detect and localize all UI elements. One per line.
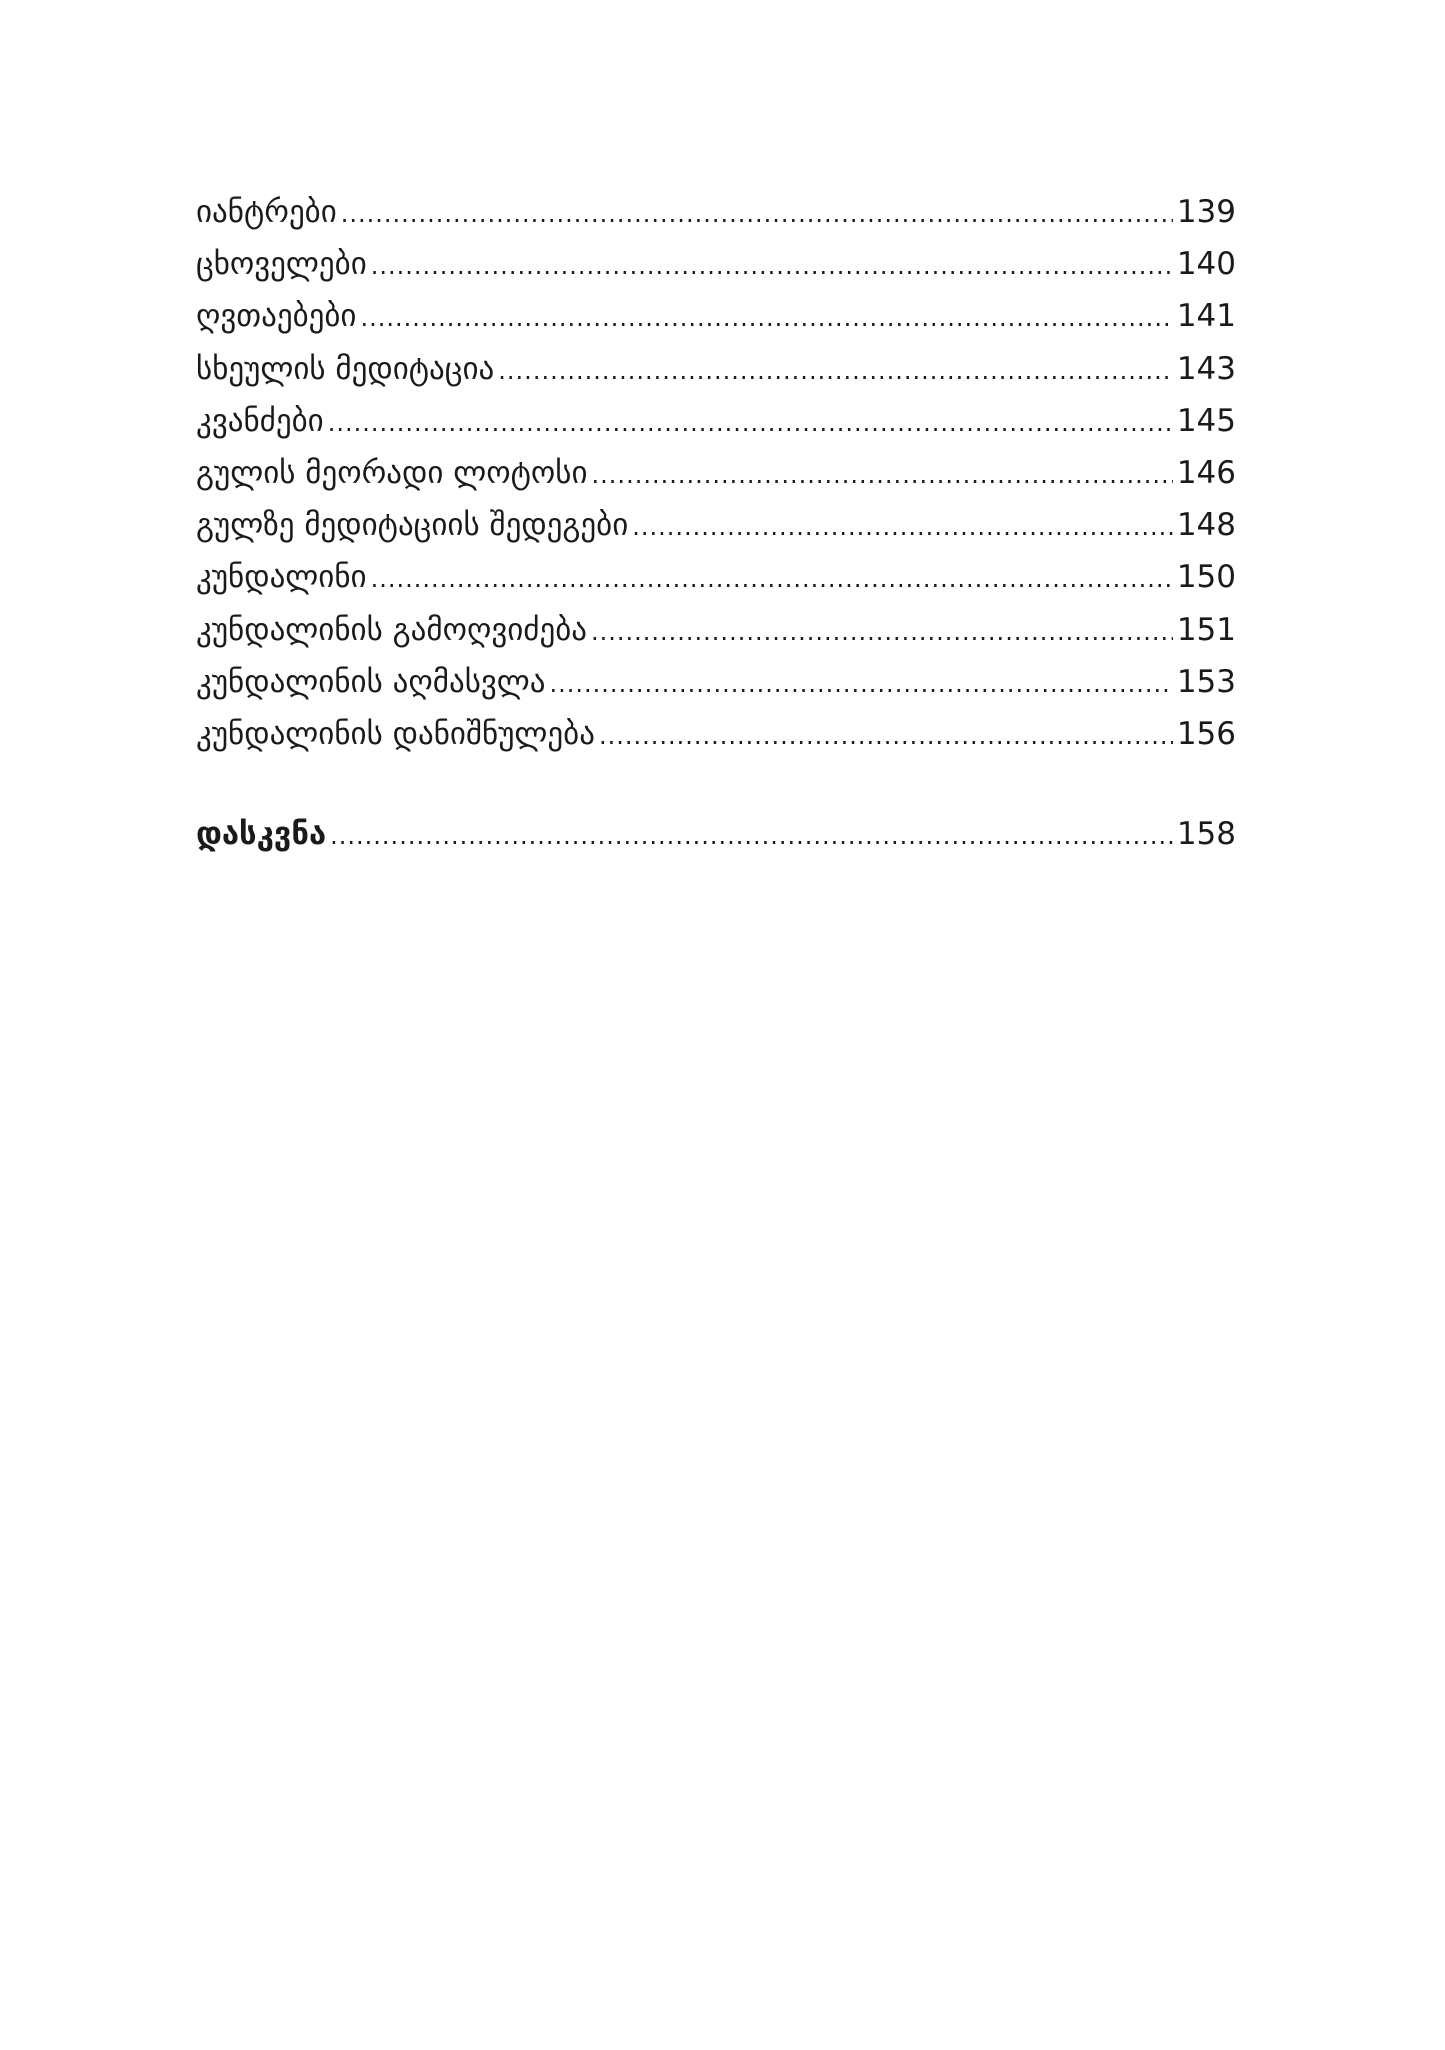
toc-entry[interactable] (196, 395, 1236, 447)
toc-section-entry[interactable] (196, 808, 1236, 860)
dot-leader (360, 292, 1172, 344)
toc-entry-page: 146 (1176, 454, 1236, 491)
dot-leader (632, 501, 1173, 553)
dot-leader (330, 810, 1173, 862)
toc-entry[interactable] (196, 604, 1236, 656)
toc-entry[interactable] (196, 290, 1236, 342)
dot-leader (550, 658, 1173, 710)
toc-entry-title: სხეულის მედიტაცია (196, 350, 495, 387)
dot-leader (591, 606, 1173, 658)
toc-entry[interactable] (196, 708, 1236, 760)
toc-entry-page: 141 (1176, 298, 1236, 335)
toc-entry-page: 143 (1176, 350, 1236, 387)
toc-entry-title: კუნდალინის აღმასვლა (196, 663, 546, 700)
dot-leader (328, 397, 1173, 449)
toc-entry-title: გულზე მედიტაციის შედეგები (196, 507, 629, 544)
toc-entry[interactable] (196, 656, 1236, 708)
toc-entry[interactable] (196, 499, 1236, 551)
toc-entry[interactable] (196, 447, 1236, 499)
toc-entry-page: 140 (1176, 246, 1236, 283)
toc-entry-title: კვანძები (196, 402, 324, 439)
toc-entry-title: ცხოველები (196, 246, 367, 283)
toc-entry[interactable] (196, 186, 1236, 238)
toc-entry-page: 151 (1176, 611, 1236, 648)
table-of-contents (196, 186, 1236, 760)
toc-entry-title: კუნდალინის გამოღვიძება (196, 611, 587, 648)
toc-entry-page: 148 (1176, 507, 1236, 544)
toc-entry-title: იანტრები (196, 194, 337, 230)
toc-section-page: 158 (1176, 816, 1236, 852)
toc-entry-page: 145 (1176, 402, 1236, 439)
toc-entry-page: 156 (1176, 715, 1236, 752)
toc-entry-title: გულის მეორადი ლოტოსი (196, 454, 588, 491)
toc-entry-page: 150 (1176, 559, 1236, 596)
toc-entry-title: კუნდალინის დანიშნულება (196, 715, 595, 752)
toc-entry[interactable] (196, 238, 1236, 290)
toc-entry-page: 139 (1176, 194, 1236, 230)
dot-leader (371, 553, 1173, 605)
toc-entry[interactable] (196, 343, 1236, 395)
dot-leader (599, 710, 1173, 762)
dot-leader (341, 188, 1173, 240)
dot-leader (371, 240, 1173, 292)
dot-leader (498, 345, 1173, 397)
toc-entry[interactable] (196, 551, 1236, 603)
toc-entry-title: კუნდალინი (196, 559, 367, 596)
dot-leader (592, 449, 1173, 501)
toc-section (196, 808, 1236, 860)
toc-entry-page: 153 (1176, 663, 1236, 700)
toc-section-title: დასკვნა (196, 816, 327, 852)
toc-entry-title: ღვთაებები (196, 298, 357, 335)
